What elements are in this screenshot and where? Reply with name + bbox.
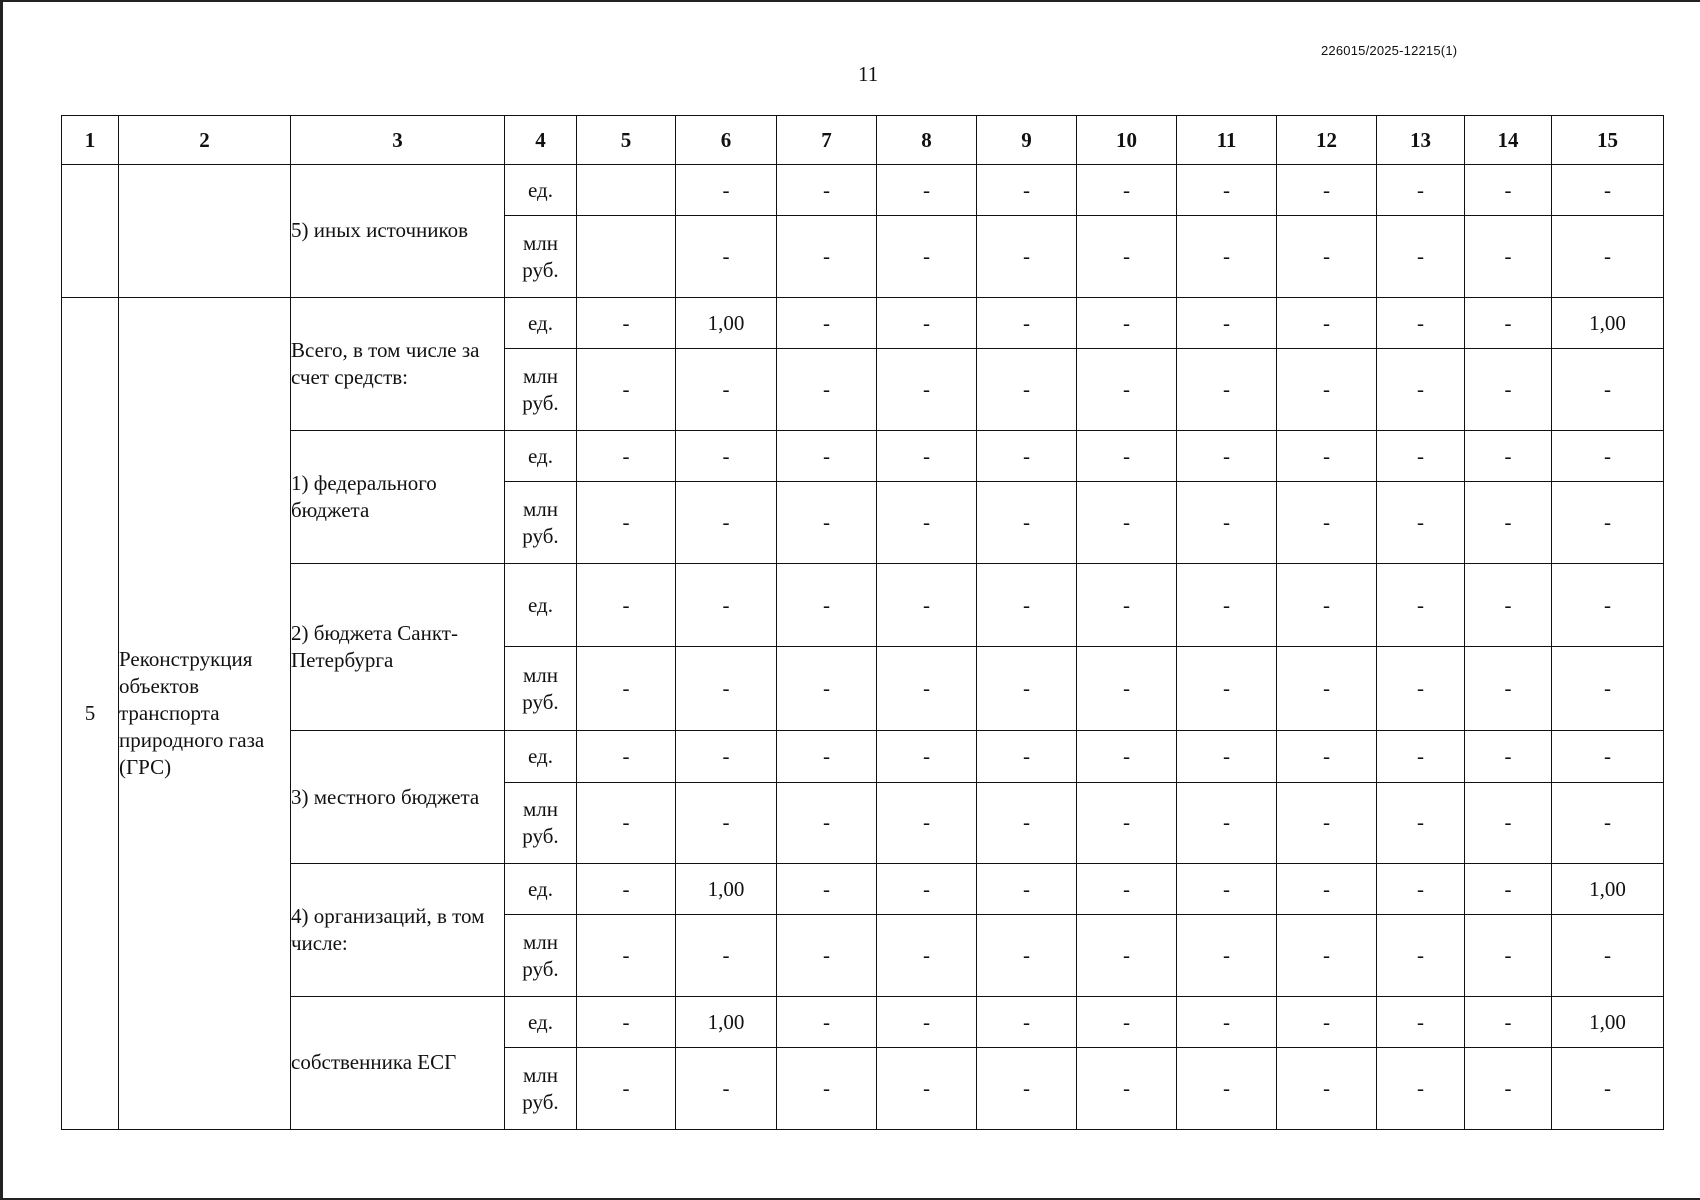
value-cell-col-10: - [1077,349,1177,430]
value-cell-col-9: - [977,782,1077,863]
value-cell-col-9: - [977,165,1077,216]
unit-label: млн руб. [505,1048,577,1130]
value-cell-col-15: - [1552,482,1664,563]
value-cell-col-5: - [577,297,676,348]
column-header-10: 10 [1077,116,1177,165]
value-cell-col-14: - [1465,647,1552,731]
unit-label: млн руб. [505,216,577,297]
value-cell-col-10: - [1077,165,1177,216]
value-cell-col-6: - [676,782,777,863]
value-cell-col-14: - [1465,731,1552,782]
value-cell-col-6: - [676,482,777,563]
budget-table [61,115,1664,1130]
funding-source-label: собственника ЕСГ [291,996,505,1129]
value-cell-col-12: - [1277,864,1377,915]
value-cell-col-14: - [1465,482,1552,563]
column-header-14: 14 [1465,116,1552,165]
value-cell-col-6: - [676,731,777,782]
funding-source-label: 4) организаций, в том числе: [291,864,505,997]
value-cell-col-8: - [877,165,977,216]
value-cell-col-7: - [777,297,877,348]
value-cell-col-11: - [1177,482,1277,563]
value-cell-col-15: 1,00 [1552,996,1664,1047]
value-cell-col-8: - [877,482,977,563]
value-cell-col-5 [577,216,676,297]
value-cell-col-14: - [1465,165,1552,216]
item-number-cell [62,165,119,298]
value-cell-col-6: - [676,349,777,430]
value-cell-col-14: - [1465,349,1552,430]
value-cell-col-13: - [1377,430,1465,481]
value-cell-col-8: - [877,349,977,430]
value-cell-col-5: - [577,349,676,430]
value-cell-col-5: - [577,563,676,647]
document-id: 226015/2025-12215(1) [1321,43,1458,58]
value-cell-col-12: - [1277,782,1377,863]
column-header-2: 2 [119,116,291,165]
item-name-cell [119,165,291,298]
column-header-9: 9 [977,116,1077,165]
value-cell-col-5: - [577,864,676,915]
value-cell-col-12: - [1277,731,1377,782]
value-cell-col-6: 1,00 [676,864,777,915]
value-cell-col-7: - [777,915,877,996]
value-cell-col-7: - [777,996,877,1047]
value-cell-col-12: - [1277,297,1377,348]
value-cell-col-8: - [877,1048,977,1130]
value-cell-col-14: - [1465,915,1552,996]
value-cell-col-11: - [1177,430,1277,481]
value-cell-col-9: - [977,1048,1077,1130]
value-cell-col-7: - [777,563,877,647]
unit-label: ед. [505,731,577,782]
value-cell-col-7: - [777,349,877,430]
value-cell-col-12: - [1277,216,1377,297]
value-cell-col-9: - [977,297,1077,348]
value-cell-col-15: - [1552,782,1664,863]
funding-source-label: 2) бюджета Санкт-Петербурга [291,563,505,730]
value-cell-col-5: - [577,482,676,563]
value-cell-col-7: - [777,482,877,563]
value-cell-col-5: - [577,430,676,481]
value-cell-col-14: - [1465,297,1552,348]
value-cell-col-11: - [1177,216,1277,297]
value-cell-col-11: - [1177,165,1277,216]
value-cell-col-5: - [577,731,676,782]
value-cell-col-13: - [1377,349,1465,430]
value-cell-col-8: - [877,563,977,647]
value-cell-col-15: - [1552,216,1664,297]
value-cell-col-13: - [1377,1048,1465,1130]
value-cell-col-15: - [1552,349,1664,430]
value-cell-col-5: - [577,996,676,1047]
value-cell-col-14: - [1465,1048,1552,1130]
unit-label: ед. [505,563,577,647]
value-cell-col-15: - [1552,563,1664,647]
column-header-12: 12 [1277,116,1377,165]
value-cell-col-15: - [1552,647,1664,731]
item-number: 5 [62,297,119,1129]
value-cell-col-9: - [977,430,1077,481]
table-row [62,996,1664,1047]
value-cell-col-6: - [676,165,777,216]
value-cell-col-6: - [676,647,777,731]
value-cell-col-10: - [1077,297,1177,348]
value-cell-col-10: - [1077,647,1177,731]
column-header-1: 1 [62,116,119,165]
value-cell-col-13: - [1377,915,1465,996]
value-cell-col-13: - [1377,731,1465,782]
value-cell-col-14: - [1465,430,1552,481]
unit-label: ед. [505,430,577,481]
table-body [62,165,1664,1130]
value-cell-col-15: - [1552,1048,1664,1130]
value-cell-col-7: - [777,864,877,915]
value-cell-col-6: 1,00 [676,996,777,1047]
value-cell-col-12: - [1277,482,1377,563]
value-cell-col-13: - [1377,647,1465,731]
funding-source-label: 1) федерального бюджета [291,430,505,563]
value-cell-col-15: - [1552,915,1664,996]
column-header-6: 6 [676,116,777,165]
value-cell-col-8: - [877,731,977,782]
value-cell-col-9: - [977,563,1077,647]
page-number: 11 [858,62,879,86]
value-cell-col-8: - [877,864,977,915]
value-cell-col-11: - [1177,297,1277,348]
unit-label: ед. [505,165,577,216]
value-cell-col-12: - [1277,647,1377,731]
value-cell-col-10: - [1077,782,1177,863]
value-cell-col-8: - [877,647,977,731]
value-cell-col-9: - [977,864,1077,915]
value-cell-col-9: - [977,915,1077,996]
column-header-7: 7 [777,116,877,165]
value-cell-col-11: - [1177,731,1277,782]
table-row [62,297,1664,348]
value-cell-col-5 [577,165,676,216]
table-row [62,864,1664,915]
value-cell-col-13: - [1377,216,1465,297]
value-cell-col-7: - [777,647,877,731]
value-cell-col-10: - [1077,430,1177,481]
column-header-11: 11 [1177,116,1277,165]
value-cell-col-5: - [577,782,676,863]
value-cell-col-12: - [1277,1048,1377,1130]
value-cell-col-13: - [1377,782,1465,863]
value-cell-col-8: - [877,915,977,996]
value-cell-col-12: - [1277,349,1377,430]
unit-label: ед. [505,297,577,348]
value-cell-col-10: - [1077,864,1177,915]
value-cell-col-5: - [577,915,676,996]
value-cell-col-9: - [977,216,1077,297]
value-cell-col-11: - [1177,563,1277,647]
value-cell-col-11: - [1177,782,1277,863]
value-cell-col-5: - [577,1048,676,1130]
column-header-13: 13 [1377,116,1465,165]
column-header-3: 3 [291,116,505,165]
value-cell-col-15: - [1552,165,1664,216]
value-cell-col-10: - [1077,482,1177,563]
value-cell-col-7: - [777,216,877,297]
value-cell-col-13: - [1377,165,1465,216]
value-cell-col-6: - [676,430,777,481]
unit-label: млн руб. [505,915,577,996]
value-cell-col-7: - [777,782,877,863]
value-cell-col-9: - [977,349,1077,430]
column-header-8: 8 [877,116,977,165]
value-cell-col-8: - [877,996,977,1047]
item-name: Реконструкция объектов транспорта природного газа (ГРС) [119,297,291,1129]
value-cell-col-14: - [1465,563,1552,647]
value-cell-col-13: - [1377,864,1465,915]
unit-label: млн руб. [505,647,577,731]
value-cell-col-11: - [1177,996,1277,1047]
value-cell-col-10: - [1077,731,1177,782]
value-cell-col-10: - [1077,996,1177,1047]
value-cell-col-15: 1,00 [1552,864,1664,915]
value-cell-col-9: - [977,731,1077,782]
table-row [62,430,1664,481]
value-cell-col-7: - [777,1048,877,1130]
value-cell-col-10: - [1077,216,1177,297]
value-cell-col-15: - [1552,731,1664,782]
value-cell-col-12: - [1277,996,1377,1047]
value-cell-col-12: - [1277,563,1377,647]
value-cell-col-6: - [676,915,777,996]
value-cell-col-8: - [877,430,977,481]
value-cell-col-7: - [777,731,877,782]
value-cell-col-9: - [977,996,1077,1047]
unit-label: ед. [505,864,577,915]
column-header-row [62,116,1664,165]
value-cell-col-8: - [877,216,977,297]
value-cell-col-11: - [1177,864,1277,915]
table-row [62,563,1664,647]
value-cell-col-6: - [676,1048,777,1130]
value-cell-col-7: - [777,430,877,481]
value-cell-col-11: - [1177,647,1277,731]
unit-label: млн руб. [505,349,577,430]
table-row [62,165,1664,216]
table-row [62,731,1664,782]
value-cell-col-5: - [577,647,676,731]
value-cell-col-11: - [1177,915,1277,996]
unit-label: млн руб. [505,482,577,563]
unit-label: млн руб. [505,782,577,863]
unit-label: ед. [505,996,577,1047]
value-cell-col-14: - [1465,216,1552,297]
value-cell-col-12: - [1277,165,1377,216]
funding-source-label: 3) местного бюджета [291,731,505,864]
value-cell-col-15: - [1552,430,1664,481]
value-cell-col-8: - [877,782,977,863]
value-cell-col-9: - [977,647,1077,731]
value-cell-col-12: - [1277,915,1377,996]
value-cell-col-14: - [1465,864,1552,915]
value-cell-col-6: - [676,216,777,297]
value-cell-col-15: 1,00 [1552,297,1664,348]
value-cell-col-8: - [877,297,977,348]
column-header-15: 15 [1552,116,1664,165]
value-cell-col-14: - [1465,782,1552,863]
value-cell-col-10: - [1077,1048,1177,1130]
value-cell-col-11: - [1177,1048,1277,1130]
value-cell-col-12: - [1277,430,1377,481]
value-cell-col-11: - [1177,349,1277,430]
value-cell-col-13: - [1377,297,1465,348]
column-header-4: 4 [505,116,577,165]
value-cell-col-14: - [1465,996,1552,1047]
value-cell-col-10: - [1077,915,1177,996]
value-cell-col-13: - [1377,563,1465,647]
column-header-5: 5 [577,116,676,165]
funding-source-label: Всего, в том числе за счет средств: [291,297,505,430]
value-cell-col-10: - [1077,563,1177,647]
value-cell-col-13: - [1377,482,1465,563]
value-cell-col-13: - [1377,996,1465,1047]
value-cell-col-7: - [777,165,877,216]
value-cell-col-6: - [676,563,777,647]
funding-source-label: 5) иных источников [291,165,505,298]
value-cell-col-6: 1,00 [676,297,777,348]
value-cell-col-9: - [977,482,1077,563]
